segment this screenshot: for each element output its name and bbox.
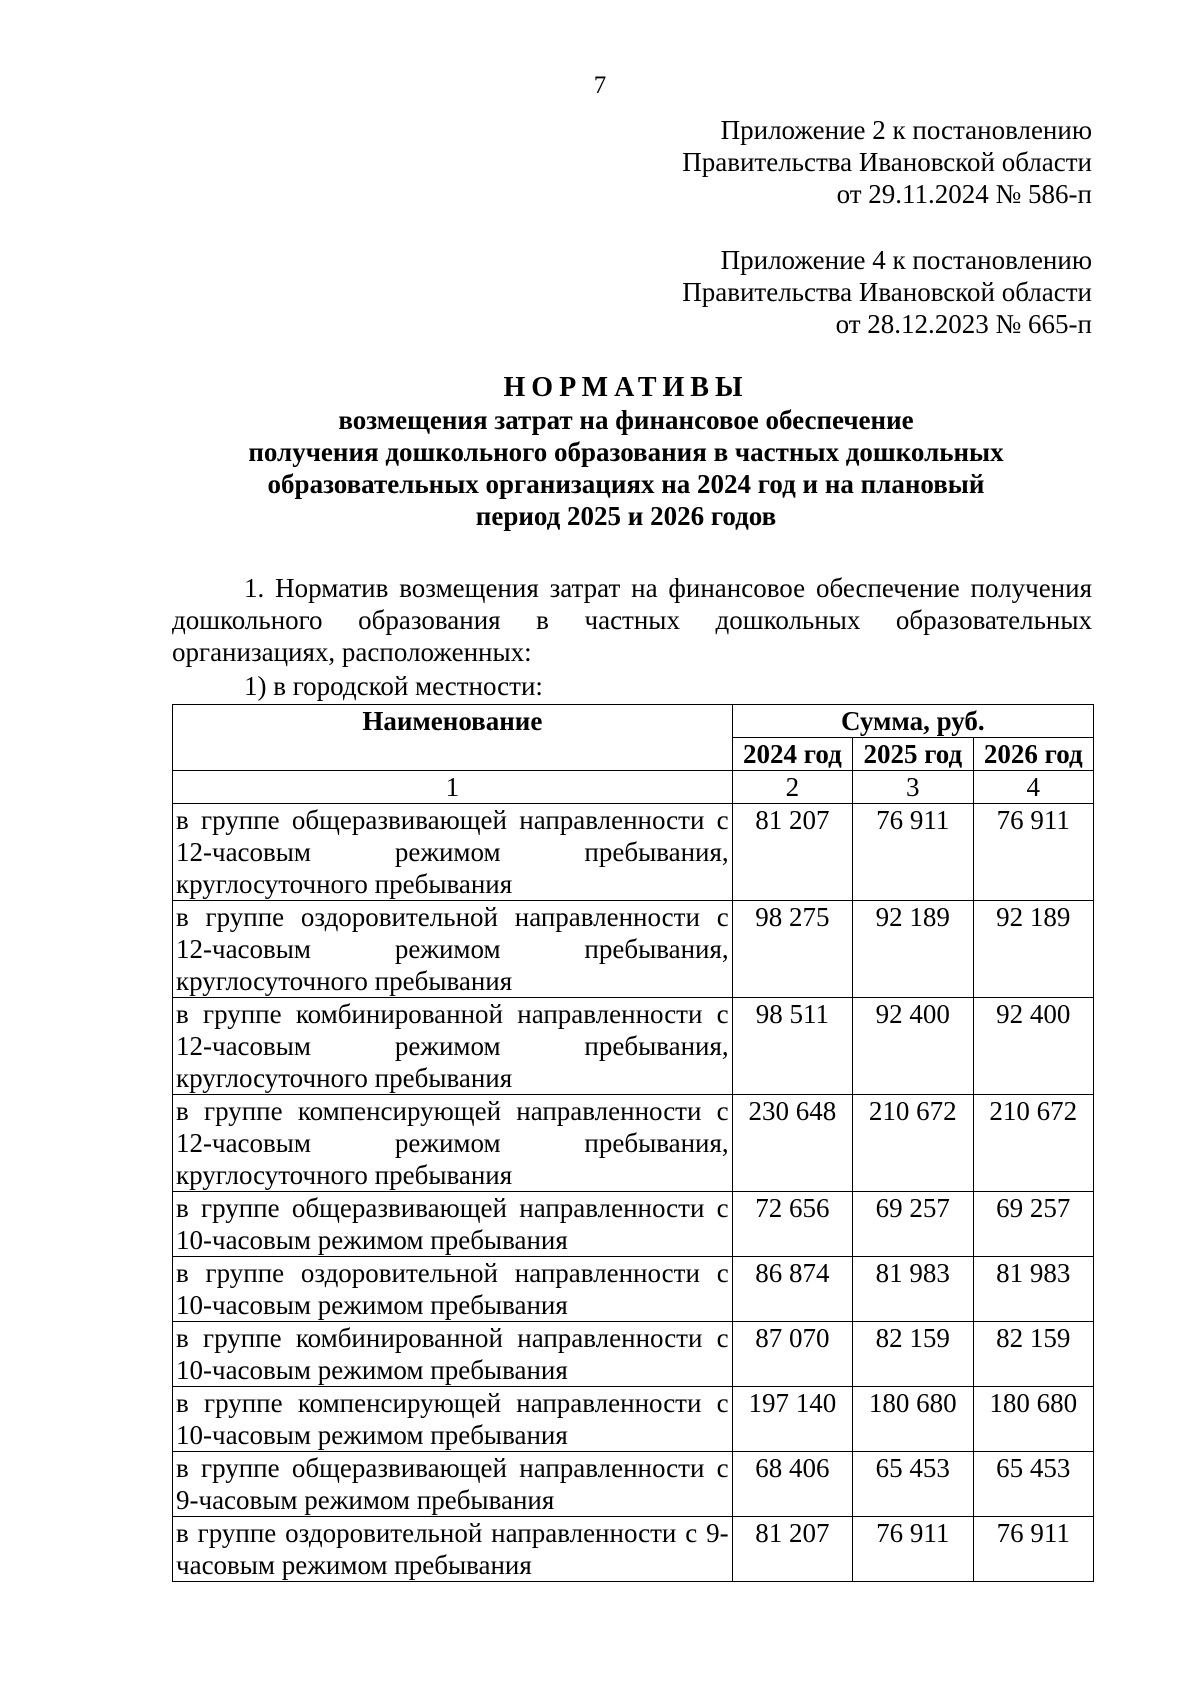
row-value-2026: 180 680 xyxy=(973,1387,1093,1452)
row-value-2025: 76 911 xyxy=(853,804,973,901)
appendix-line: Приложение 2 к постановлению xyxy=(720,115,1092,145)
appendix-reference-current xyxy=(682,114,1092,210)
row-value-2026: 92 400 xyxy=(973,998,1093,1095)
row-value-2025: 81 983 xyxy=(853,1257,973,1322)
appendix-line: Правительства Ивановской области xyxy=(682,277,1092,307)
row-name: в группе общеразвивающей направленности с 12-часовым режимом пребывания, круглосуточного пребывания xyxy=(173,804,733,901)
title-line: возмещения затрат на финансовое обеспечение xyxy=(338,405,914,435)
row-value-2024: 81 207 xyxy=(732,804,852,901)
appendix-line: Правительства Ивановской области xyxy=(682,147,1092,177)
row-value-2025: 92 400 xyxy=(853,998,973,1095)
paragraph-1: 1. Норматив возмещения затрат на финансовое обеспечение получения дошкольного образования в частных дошкольных образовательных организациях, расположенных: xyxy=(172,573,1092,667)
row-value-2026: 82 159 xyxy=(973,1322,1093,1387)
row-name: в группе компенсирующей направленности с 10-часовым режимом пребывания xyxy=(173,1387,733,1452)
table-row xyxy=(173,1517,1094,1582)
row-name: в группе компенсирующей направленности с 12-часовым режимом пребывания, круглосуточного пребывания xyxy=(173,1095,733,1192)
norms-table xyxy=(172,704,1094,1582)
row-name: в группе общеразвивающей направленности с 9-часовым режимом пребывания xyxy=(173,1452,733,1517)
title-line: образовательных организациях на 2024 год и на плановый xyxy=(267,469,985,499)
row-value-2025: 210 672 xyxy=(853,1095,973,1192)
column-number: 2 xyxy=(732,771,852,804)
table-row xyxy=(173,1387,1094,1452)
row-value-2024: 87 070 xyxy=(732,1322,852,1387)
column-number: 3 xyxy=(853,771,973,804)
row-name: в группе общеразвивающей направленности с 10-часовым режимом пребывания xyxy=(173,1192,733,1257)
column-number: 1 xyxy=(173,771,733,804)
row-value-2025: 76 911 xyxy=(853,1517,973,1582)
row-value-2024: 98 275 xyxy=(732,901,852,998)
row-name: в группе оздоровительной направленности с 9-часовым режимом пребывания xyxy=(173,1517,733,1582)
table-row xyxy=(173,804,1094,901)
row-value-2024: 72 656 xyxy=(732,1192,852,1257)
table-row xyxy=(173,1322,1094,1387)
column-number: 4 xyxy=(973,771,1093,804)
appendix-line: от 29.11.2024 № 586-п xyxy=(836,179,1092,209)
header-name: Наименование xyxy=(173,705,733,771)
row-name: в группе оздоровительной направленности с 12-часовым режимом пребывания, круглосуточного пребывания xyxy=(173,901,733,998)
row-value-2025: 69 257 xyxy=(853,1192,973,1257)
row-value-2026: 65 453 xyxy=(973,1452,1093,1517)
row-name: в группе комбинированной направленности с 12-часовым режимом пребывания, круглосуточного пребывания xyxy=(173,998,733,1095)
appendix-line: от 28.12.2023 № 665-п xyxy=(835,309,1092,339)
table-header-row xyxy=(173,705,1094,738)
row-value-2025: 92 189 xyxy=(853,901,973,998)
row-value-2026: 92 189 xyxy=(973,901,1093,998)
header-year: 2024 год xyxy=(732,738,852,771)
document-title xyxy=(160,372,1092,532)
table-row xyxy=(173,1257,1094,1322)
appendix-reference-original xyxy=(682,244,1092,340)
title-line: получения дошкольного образования в частных дошкольных xyxy=(248,437,1004,467)
row-value-2024: 68 406 xyxy=(732,1452,852,1517)
row-value-2026: 69 257 xyxy=(973,1192,1093,1257)
table-row xyxy=(173,1095,1094,1192)
row-name: в группе комбинированной направленности с 10-часовым режимом пребывания xyxy=(173,1322,733,1387)
subitem-urban: 1) в городской местности: xyxy=(244,671,543,701)
row-value-2024: 98 511 xyxy=(732,998,852,1095)
row-value-2024: 197 140 xyxy=(732,1387,852,1452)
header-sum: Сумма, руб. xyxy=(732,705,1093,738)
table-row xyxy=(173,901,1094,998)
header-year: 2025 год xyxy=(853,738,973,771)
row-value-2026: 210 672 xyxy=(973,1095,1093,1192)
row-value-2025: 65 453 xyxy=(853,1452,973,1517)
table-row xyxy=(173,998,1094,1095)
header-year: 2026 год xyxy=(973,738,1093,771)
table-row xyxy=(173,1192,1094,1257)
page-number: 7 xyxy=(593,72,607,99)
column-number-row xyxy=(173,771,1094,804)
row-value-2026: 76 911 xyxy=(973,1517,1093,1582)
row-value-2024: 230 648 xyxy=(732,1095,852,1192)
row-value-2024: 86 874 xyxy=(732,1257,852,1322)
row-value-2025: 82 159 xyxy=(853,1322,973,1387)
row-value-2026: 81 983 xyxy=(973,1257,1093,1322)
title-heading: НОРМАТИВЫ xyxy=(503,372,749,403)
title-line: период 2025 и 2026 годов xyxy=(475,501,777,531)
appendix-line: Приложение 4 к постановлению xyxy=(720,245,1092,275)
row-value-2025: 180 680 xyxy=(853,1387,973,1452)
row-name: в группе оздоровительной направленности с 10-часовым режимом пребывания xyxy=(173,1257,733,1322)
row-value-2026: 76 911 xyxy=(973,804,1093,901)
table-row xyxy=(173,1452,1094,1517)
row-value-2024: 81 207 xyxy=(732,1517,852,1582)
